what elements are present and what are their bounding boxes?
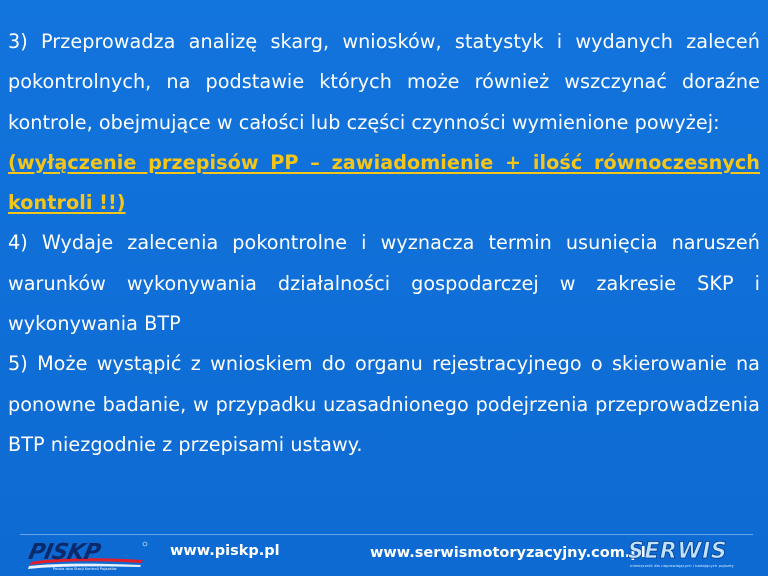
paragraph-point-4: 4) Wydaje zalecenia pokontrolne i wyznacza termin usunięcia naruszeń warunków wykonywania działalności gospodarczej w zakresie SKP i wykonywania BTP bbox=[8, 231, 760, 336]
piskp-website-link[interactable]: www.piskp.pl bbox=[170, 543, 280, 559]
serwis-logo bbox=[626, 538, 744, 572]
paragraph-point-5: 5) Może wystąpić z wnioskiem do organu rejestracyjnego o skierowanie na ponowne badanie, w przypadku uzasadnionego podejrzenia przeprowadzenia BTP niezgodnie z przepisami ustawy. bbox=[8, 352, 760, 456]
piskp-logo-text: PISKP bbox=[26, 539, 103, 565]
slide-body bbox=[8, 22, 760, 465]
serwis-website-link[interactable]: www.serwismotoryzacyjny.com.pl bbox=[370, 545, 646, 561]
paragraph-point-3: 3) Przeprowadza analizę skarg, wniosków, statystyk i wydanych zaleceń pokontrolnych, na podstawie których może również wszczynać doraźne kontrole, obejmujące w całości lub części czynności wymienione powyżej: bbox=[8, 30, 760, 134]
highlight-note: (wyłączenie przepisów PP – zawiadomienie + ilość równoczesnych kontroli !!) bbox=[8, 150, 760, 215]
serwis-logo-icon bbox=[626, 538, 744, 562]
serwis-logo-tagline: miesięcznik dla naprawiających i badających pojazdy bbox=[630, 563, 734, 568]
piskp-logo-icon bbox=[25, 538, 149, 571]
piskp-logo-subtext: Polska Izba Stacji Kontroli Pojazdów bbox=[53, 567, 117, 571]
footer-divider bbox=[20, 534, 753, 535]
serwis-logo-text: SERWIS bbox=[628, 539, 728, 562]
